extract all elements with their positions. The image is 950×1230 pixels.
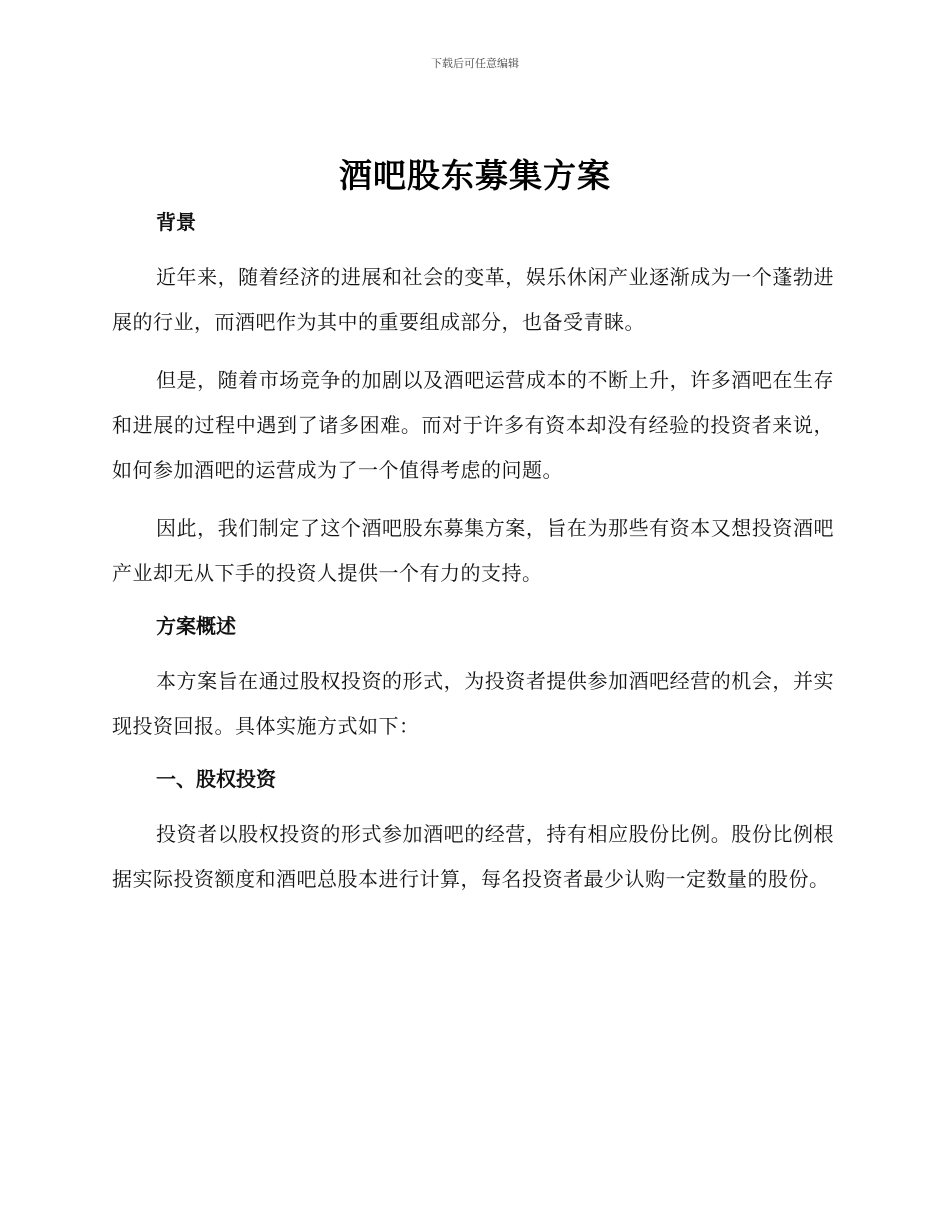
header-note: 下载后可任意编辑 [431, 57, 519, 70]
paragraph: 投资者以股权投资的形式参加酒吧的经营，持有相应股份比例。股份比例根据实际投资额度和酒吧总股本进行计算，每名投资者最少认购一定数量的股份。 [112, 822, 834, 891]
section-heading-overview: 方案概述 [156, 614, 236, 638]
section-heading-background: 背景 [156, 210, 196, 234]
section-heading-equity: 一、股权投资 [156, 767, 276, 791]
document-body [112, 205, 834, 902]
paragraph: 近年来，随着经济的进展和社会的变革，娱乐休闲产业逐渐成为一个蓬勃进展的行业，而酒吧作为其中的重要组成部分，也备受青睐。 [112, 265, 834, 334]
paragraph: 本方案旨在通过股权投资的形式，为投资者提供参加酒吧经营的机会，并实现投资回报。具体实施方式如下： [112, 669, 834, 738]
paragraph: 但是，随着市场竞争的加剧以及酒吧运营成本的不断上升，许多酒吧在生存和进展的过程中遇到了诸多困难。而对于许多有资本却没有经验的投资者来说，如何参加酒吧的运营成为了一个值得考虑的问题。 [112, 368, 834, 482]
paragraph: 因此，我们制定了这个酒吧股东募集方案，旨在为那些有资本又想投资酒吧产业却无从下手的投资人提供一个有力的支持。 [112, 516, 834, 585]
document-title: 酒吧股东募集方案 [339, 156, 611, 195]
